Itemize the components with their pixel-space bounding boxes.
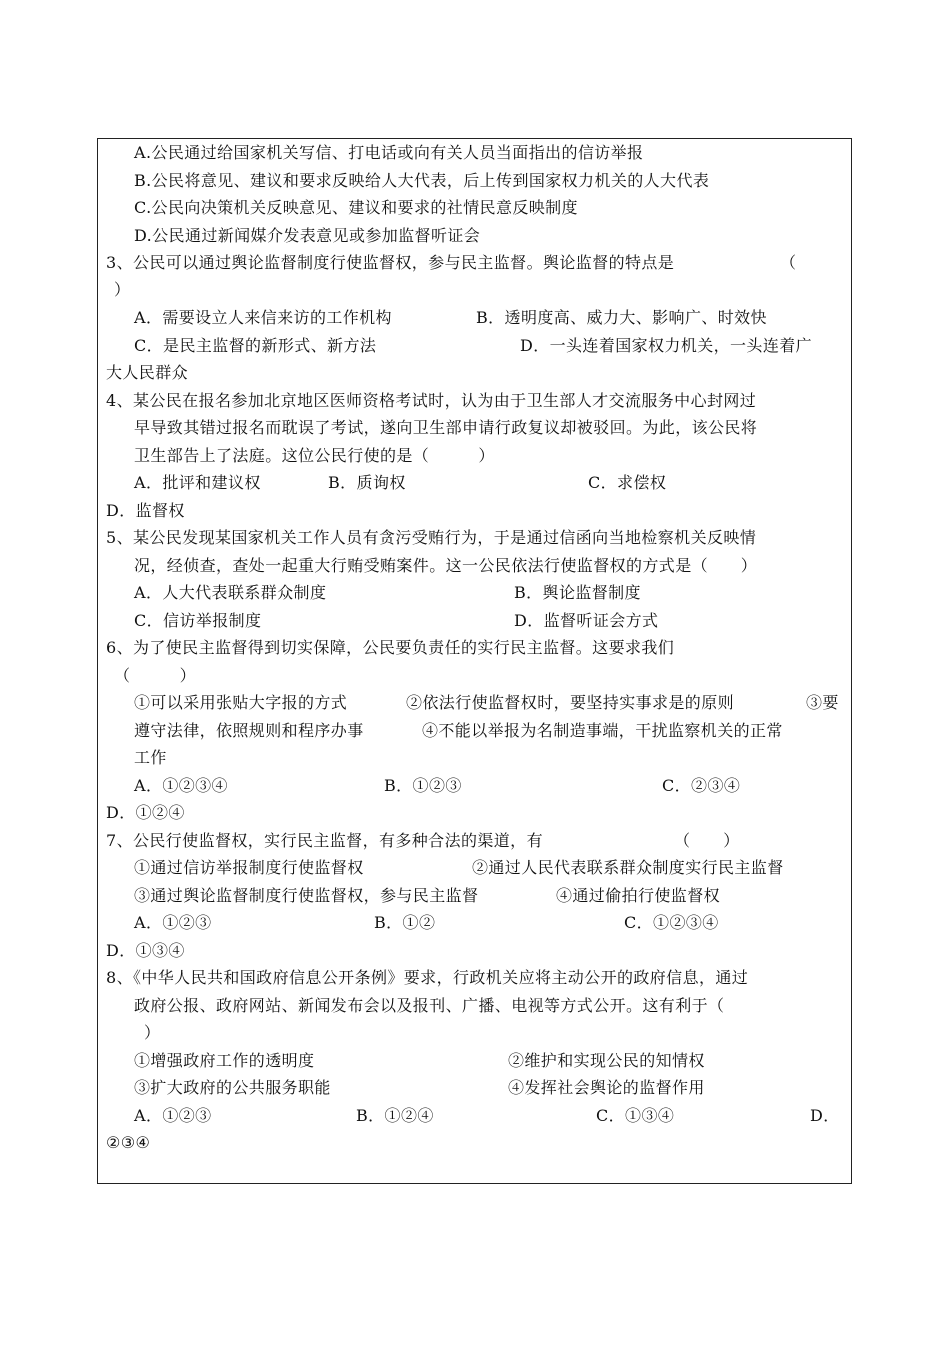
- option-a: A．①②③: [134, 913, 212, 932]
- statement-3-cont: 遵守法律，依照规则和程序办事: [134, 721, 364, 740]
- question-4-stem: 早导致其错过报名而耽误了考试，遂向卫生部申请行政复议却被驳回。为此，该公民将: [134, 418, 758, 437]
- question-5-stem: 5、某公民发现某国家机关工作人员有贪污受贿行为，于是通过信函向当地检察机关反映情: [106, 528, 757, 547]
- question-frame: [97, 138, 852, 1184]
- option-d: D．监督权: [106, 501, 185, 520]
- question-6-stem: 6、为了使民主监督得到切实保障，公民要负责任的实行民主监督。这要求我们: [106, 638, 675, 657]
- statement-1: ①可以采用张贴大字报的方式: [134, 693, 348, 712]
- statement-2: ②依法行使监督权时，要坚持实事求是的原则: [406, 693, 735, 712]
- option-line: C.公民向决策机关反映意见、建议和要求的社情民意反映制度: [134, 198, 578, 217]
- option-line: A.公民通过给国家机关写信、打电话或向有关人员当面指出的信访举报: [134, 143, 644, 162]
- option-b: B．质询权: [328, 473, 406, 492]
- statement-4: ④通过偷拍行使监督权: [556, 886, 721, 905]
- statement-1: ①通过信访举报制度行使监督权: [134, 858, 364, 877]
- statement-3: ③通过舆论监督制度行使监督权，参与民主监督: [134, 886, 479, 905]
- answer-paren: （ ）: [114, 666, 197, 685]
- option-d-cont: 大人民群众: [106, 363, 189, 382]
- option-line: D.公民通过新闻媒介发表意见或参加监督听证会: [134, 226, 481, 245]
- question-8-stem: 政府公报、政府网站、新闻发布会以及报刊、广播、电视等方式公开。这有利于（: [134, 996, 725, 1015]
- statement-2: ②维护和实现公民的知情权: [508, 1051, 705, 1070]
- answer-paren: （: [780, 253, 797, 272]
- statement-2: ②通过人民代表联系群众制度实行民主监督: [472, 858, 784, 877]
- question-3-stem: 3、公民可以通过舆论监督制度行使监督权，参与民主监督。舆论监督的特点是: [106, 253, 675, 272]
- question-5-stem: 况，经侦查，查处一起重大行贿受贿案件。这一公民依法行使监督权的方式是（ ）: [134, 556, 758, 575]
- option-a: A．人大代表联系群众制度: [134, 583, 327, 602]
- statement-4-cont: 工作: [134, 748, 167, 767]
- option-a: A．批评和建议权: [134, 473, 261, 492]
- option-d: D．①②④: [106, 803, 185, 822]
- statement-4: ④不能以举报为名制造事端，干扰监察机关的正常: [422, 721, 783, 740]
- option-b: B．舆论监督制度: [514, 583, 641, 602]
- answer-paren: （ ）: [674, 831, 740, 850]
- statement-4: ④发挥社会舆论的监督作用: [508, 1078, 705, 1097]
- option-b: B．①②④: [356, 1106, 434, 1125]
- question-8-stem: 8、《中华人民共和国政府信息公开条例》要求，行政机关应将主动公开的政府信息，通过: [106, 968, 749, 987]
- option-a: A．①②③④: [134, 776, 228, 795]
- question-4-stem: 4、某公民在报名参加北京地区医师资格考试时，认为由于卫生部人才交流服务中心封网过: [106, 391, 757, 410]
- option-d: D．一头连着国家权力机关，一头连着广: [520, 336, 813, 355]
- option-c: C．是民主监督的新形式、新方法: [134, 336, 377, 355]
- option-line: B.公民将意见、建议和要求反映给人大代表，后上传到国家权力机关的人大代表: [134, 171, 710, 190]
- option-a: A．①②③: [134, 1106, 212, 1125]
- question-7-stem: 7、公民行使监督权，实行民主监督，有多种合法的渠道，有: [106, 831, 543, 850]
- option-c: C．求偿权: [588, 473, 667, 492]
- option-c: C．①③④: [596, 1106, 675, 1125]
- answer-paren: ）: [114, 280, 131, 299]
- statement-3: ③扩大政府的公共服务职能: [134, 1078, 331, 1097]
- option-a: A．需要设立人来信来访的工作机构: [134, 308, 392, 327]
- option-d: D．①③④: [106, 941, 185, 960]
- question-4-stem: 卫生部告上了法庭。这位公民行使的是（ ）: [134, 446, 495, 465]
- statement-3: ③要: [806, 693, 839, 712]
- answer-paren: ）: [144, 1023, 161, 1042]
- option-c: C．②③④: [662, 776, 741, 795]
- option-b: B．①②③: [384, 776, 462, 795]
- option-d: D．监督听证会方式: [514, 611, 659, 630]
- option-b: B．透明度高、威力大、影响广、时效快: [476, 308, 767, 327]
- option-c: C．①②③④: [624, 913, 719, 932]
- option-c: C．信访举报制度: [134, 611, 262, 630]
- option-d-cont: ②③④: [106, 1133, 151, 1152]
- statement-1: ①增强政府工作的透明度: [134, 1051, 315, 1070]
- option-b: B．①②: [374, 913, 436, 932]
- option-d: D．: [810, 1106, 840, 1125]
